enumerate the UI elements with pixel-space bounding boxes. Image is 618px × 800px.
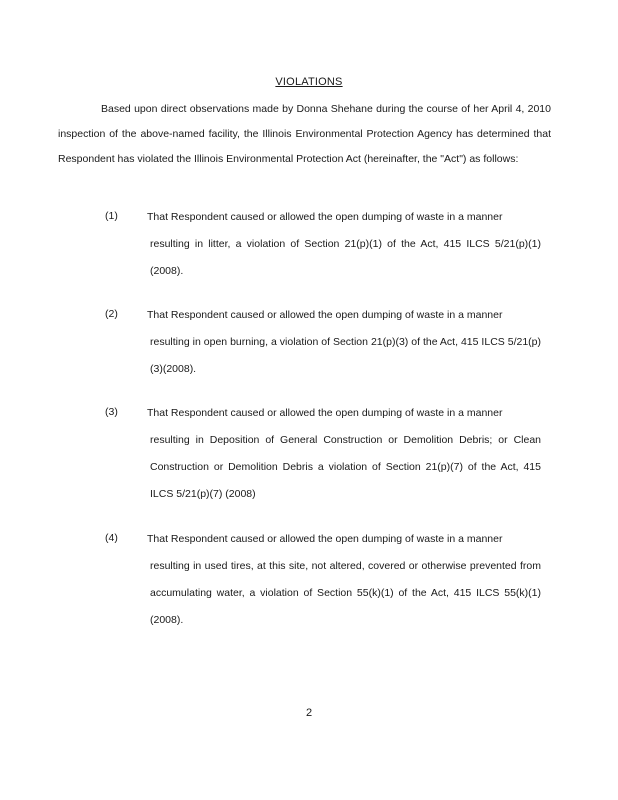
violation-text (147, 302, 541, 383)
intro-paragraph: Based upon direct observations made by Donna Shehane during the course of her April 4, 2010 inspection of the above-named facility, the Illinois Environmental Protection Agency has determined that Respondent has violated the Illinois Environmental Protection Act (hereinafter, the "Act") as follows: (58, 103, 551, 165)
violation-first-line: That Respondent caused or allowed the open dumping of waste in a manner (147, 407, 503, 419)
violation-continuation: resulting in Deposition of General Construction or Demolition Debris; or Clean Construction or Demolition Debris a violation of Section 21(p)(7) of the Act, 415 ILCS 5/21(p)(7) (2008) (150, 434, 541, 500)
violation-number: (4) (105, 532, 118, 544)
violation-text (147, 526, 541, 634)
violation-continuation: resulting in open burning, a violation of Section 21(p)(3) of the Act, 415 ILCS 5/21(p)(3)(2008). (150, 336, 541, 375)
page-number: 2 (305, 707, 313, 719)
violation-number: (2) (105, 308, 118, 320)
violation-continuation: resulting in used tires, at this site, not altered, covered or otherwise prevented from accumulating water, a violation of Section 55(k)(1) of the Act, 415 ILCS 55(k)(1) (2008). (150, 560, 541, 626)
violation-first-line: That Respondent caused or allowed the open dumping of waste in a manner (147, 211, 503, 223)
violation-number: (3) (105, 406, 118, 418)
violation-number: (1) (105, 210, 118, 222)
section-heading: VIOLATIONS (275, 76, 343, 88)
violation-first-line: That Respondent caused or allowed the open dumping of waste in a manner (147, 533, 503, 545)
violation-first-line: That Respondent caused or allowed the open dumping of waste in a manner (147, 309, 503, 321)
violation-text (147, 400, 541, 508)
violation-continuation: resulting in litter, a violation of Section 21(p)(1) of the Act, 415 ILCS 5/21(p)(1) (2008). (150, 238, 541, 277)
violation-text (147, 204, 541, 285)
